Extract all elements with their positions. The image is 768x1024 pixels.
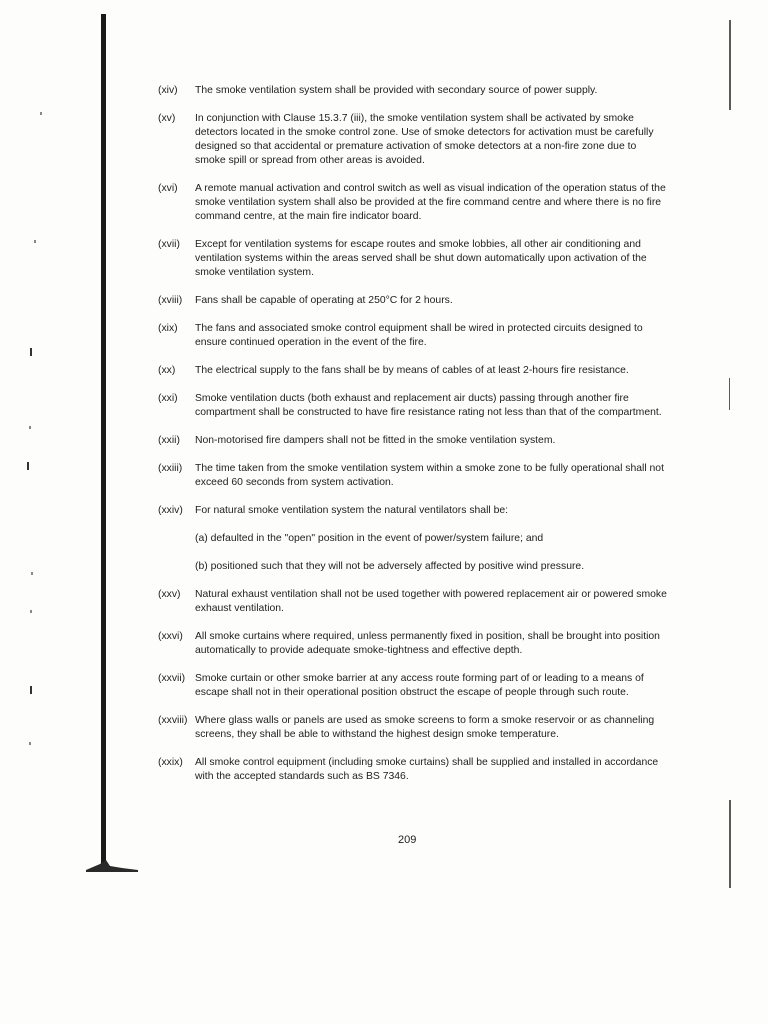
clause-item: [158, 322, 668, 350]
clause-number: (xxv): [158, 589, 181, 600]
clause-number: (xvi): [158, 183, 178, 194]
clause-number: (xxiv): [158, 505, 183, 516]
clause-text: In conjunction with Clause 15.3.7 (iii), the smoke ventilation system shall be activated by smoke detectors located in the smoke control zone. Use of smoke detectors for activation must be carefully designed so that accidental or premature activation of smoke detectors at a non-fire zone due to smoke spill or spread from other areas is avoided.: [195, 113, 654, 166]
binding-edge-line: [101, 14, 106, 872]
clause-text: Non-motorised fire dampers shall not be fitted in the smoke ventilation system.: [195, 435, 556, 446]
sub-item-text: defaulted in the "open" position in the event of power/system failure; and: [210, 533, 544, 544]
clause-number: (xvii): [158, 239, 180, 250]
clause-number: (xx): [158, 365, 176, 376]
scan-speck: [31, 572, 33, 575]
clause-text: Where glass walls or panels are used as smoke screens to form a smoke reservoir or as channeling screens, they shall be able to withstand the highest design smoke temperature.: [195, 715, 655, 740]
clause-text: All smoke control equipment (including smoke curtains) shall be supplied and installed in accordance with the accepted standards such as BS 7346.: [195, 757, 659, 782]
scan-speck: [29, 742, 31, 745]
clause-item: [158, 294, 668, 308]
clause-item: [158, 588, 668, 616]
clause-number: (xxi): [158, 393, 178, 404]
scan-speck: [34, 240, 36, 243]
scan-edge-mark: [729, 378, 730, 410]
clause-text: Fans shall be capable of operating at 250°C for 2 hours.: [195, 295, 453, 306]
clause-number: (xxiii): [158, 463, 183, 474]
clause-item: [158, 434, 668, 448]
clause-number: (xviii): [158, 295, 183, 306]
clause-text: For natural smoke ventilation system the natural ventilators shall be:: [195, 505, 509, 516]
clause-item: [158, 238, 668, 280]
clause-text: Smoke ventilation ducts (both exhaust and replacement air ducts) passing through another fire compartment shall be constructed to have fire resistance rating not less than that of the compartment.: [195, 393, 662, 418]
clause-text: All smoke curtains where required, unless permanently fixed in position, shall be brought into position automatically to provide adequate smoke-tightness and effective depth.: [195, 631, 660, 656]
clause-item: [158, 756, 668, 784]
scan-speck: [29, 426, 31, 429]
clause-text: Natural exhaust ventilation shall not be used together with powered replacement air or powered smoke exhaust ventilation.: [195, 589, 667, 614]
clause-item: [158, 630, 668, 658]
clause-item: [158, 714, 668, 742]
clause-item: [158, 392, 668, 420]
scan-edge-mark: [729, 800, 731, 888]
sub-item-text: positioned such that they will not be adversely affected by positive wind pressure.: [210, 561, 585, 572]
scan-edge-mark: [729, 20, 731, 110]
sub-item: [195, 532, 668, 546]
scan-speck: [40, 112, 42, 115]
clause-item: [158, 182, 668, 224]
clause-item: [158, 364, 668, 378]
clause-number: (xxvii): [158, 673, 186, 684]
clause-number: (xix): [158, 323, 178, 334]
clause-item: [158, 112, 668, 168]
clause-item: [158, 84, 668, 98]
sub-item-label: (b): [195, 561, 208, 572]
sub-item-label: (a): [195, 533, 208, 544]
scan-speck: [30, 610, 32, 613]
binding-smudge: [86, 858, 138, 872]
sub-item: [195, 560, 668, 574]
clause-number: (xv): [158, 113, 176, 124]
clause-text: The time taken from the smoke ventilation system within a smoke zone to be fully operational shall not exceed 60 seconds from system activation.: [195, 463, 664, 488]
clause-number: (xxii): [158, 435, 180, 446]
clause-item: [158, 504, 668, 518]
scan-speck: [30, 348, 32, 356]
clause-number: (xxvi): [158, 631, 183, 642]
clause-text: The electrical supply to the fans shall be by means of cables of at least 2-hours fire resistance.: [195, 365, 629, 376]
clause-text: Except for ventilation systems for escape routes and smoke lobbies, all other air conditioning and ventilation systems within the areas served shall be shut down automatically upon activation of the smoke ventilation system.: [195, 239, 647, 278]
clause-list: [158, 84, 668, 784]
clause-number: (xxix): [158, 757, 183, 768]
clause-text: The fans and associated smoke control equipment shall be wired in protected circuits designed to ensure continued operation in the event of the fire.: [195, 323, 643, 348]
clause-number: (xiv): [158, 85, 178, 96]
clause-item: [158, 672, 668, 700]
clause-text: The smoke ventilation system shall be provided with secondary source of power supply.: [195, 85, 598, 96]
clause-text: Smoke curtain or other smoke barrier at any access route forming part of or leading to a means of escape shall not in their operational position obstruct the escape of people through such route.: [195, 673, 644, 698]
clause-item: [158, 462, 668, 490]
scan-speck: [30, 686, 32, 694]
scan-speck: [27, 462, 29, 470]
clause-text: A remote manual activation and control switch as well as visual indication of the operation status of the smoke ventilation system shall also be provided at the fire command centre and where there is no fire command centre, at the main fire indicator board.: [195, 183, 666, 222]
clause-number: (xxviii): [158, 715, 188, 726]
page-number: 209: [398, 834, 417, 846]
